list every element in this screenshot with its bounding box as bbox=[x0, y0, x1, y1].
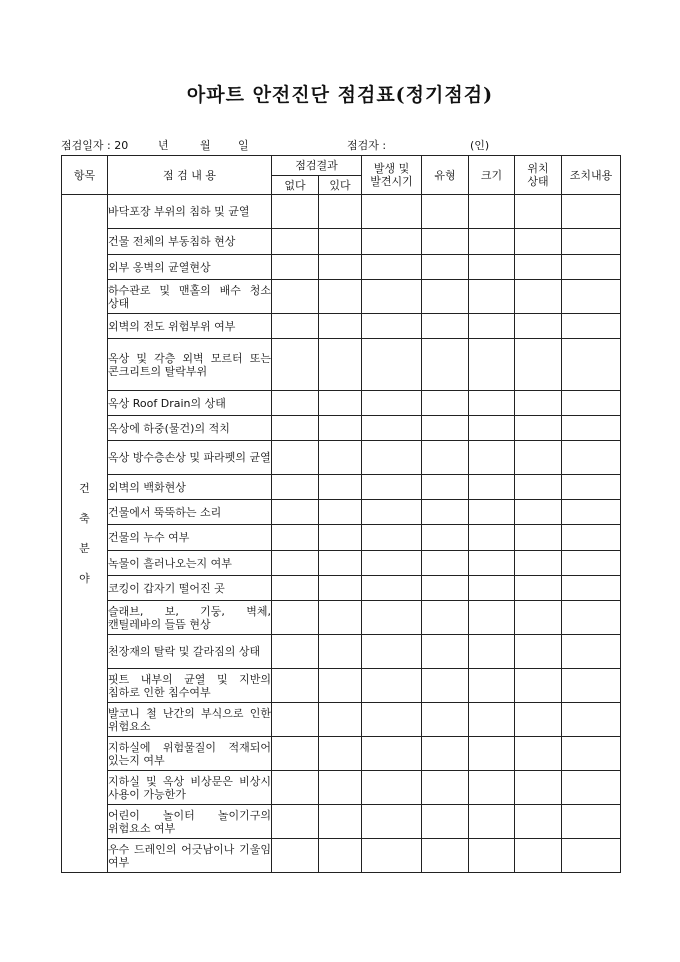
none-cell[interactable] bbox=[272, 339, 319, 391]
header-content: 점 검 내 용 bbox=[108, 156, 272, 195]
exists-cell[interactable] bbox=[319, 771, 362, 805]
exists-cell[interactable] bbox=[319, 737, 362, 771]
type-cell[interactable] bbox=[422, 737, 469, 771]
size-cell[interactable] bbox=[469, 601, 515, 635]
action-cell[interactable] bbox=[562, 771, 621, 805]
table-row bbox=[62, 339, 621, 391]
exists-cell[interactable] bbox=[319, 551, 362, 576]
none-cell[interactable] bbox=[272, 601, 319, 635]
size-cell[interactable] bbox=[469, 635, 515, 669]
exists-cell[interactable] bbox=[319, 703, 362, 737]
inspection-item: 녹물이 흘러나오는지 여부 bbox=[108, 551, 272, 576]
exists-cell[interactable] bbox=[319, 441, 362, 475]
page-title: 아파트 안전진단 점검표(정기점검) bbox=[186, 84, 494, 106]
location-cell[interactable] bbox=[515, 771, 562, 805]
location-cell[interactable] bbox=[515, 839, 562, 873]
exists-cell[interactable] bbox=[319, 339, 362, 391]
header-size: 크기 bbox=[469, 156, 515, 195]
table-row bbox=[62, 416, 621, 441]
occurrence-cell[interactable] bbox=[362, 339, 422, 391]
category-char: 건 bbox=[79, 482, 90, 495]
inspection-item: 외부 옹벽의 균열현상 bbox=[108, 255, 272, 280]
month-label: 월 bbox=[200, 139, 211, 152]
none-cell[interactable] bbox=[272, 475, 319, 500]
table-row bbox=[62, 475, 621, 500]
occurrence-cell[interactable] bbox=[362, 229, 422, 255]
header-location: 위치 상태 bbox=[515, 156, 562, 195]
inspection-item: 옥상 방수층손상 및 파라펫의 균열 bbox=[108, 441, 272, 475]
size-cell[interactable] bbox=[469, 500, 515, 525]
day-label: 일 bbox=[238, 139, 249, 152]
inspection-item: 하수관로 및 맨홀의 배수 청소 상태 bbox=[108, 280, 272, 314]
action-cell[interactable] bbox=[562, 229, 621, 255]
occurrence-cell[interactable] bbox=[362, 391, 422, 416]
size-cell[interactable] bbox=[469, 669, 515, 703]
none-cell[interactable] bbox=[272, 314, 319, 339]
action-cell[interactable] bbox=[562, 441, 621, 475]
year-label: 년 bbox=[158, 139, 169, 152]
location-cell[interactable] bbox=[515, 635, 562, 669]
none-cell[interactable] bbox=[272, 805, 319, 839]
inspection-item: 지하실에 위험물질이 적재되어 있는지 여부 bbox=[108, 737, 272, 771]
size-cell[interactable] bbox=[469, 703, 515, 737]
header-row-1 bbox=[62, 156, 621, 176]
header-occurrence: 발생 및 발견시기 bbox=[362, 156, 422, 195]
size-cell[interactable] bbox=[469, 475, 515, 500]
inspection-item: 외벽의 백화현상 bbox=[108, 475, 272, 500]
inspection-item: 옥상 및 각층 외벽 모르터 또는 콘크리트의 탈락부위 bbox=[108, 339, 272, 391]
table-row bbox=[62, 525, 621, 551]
occurrence-cell[interactable] bbox=[362, 839, 422, 873]
size-cell[interactable] bbox=[469, 280, 515, 314]
header-action: 조치내용 bbox=[562, 156, 621, 195]
header-type: 유형 bbox=[422, 156, 469, 195]
exists-cell[interactable] bbox=[319, 601, 362, 635]
header-category: 항목 bbox=[62, 156, 108, 195]
location-cell[interactable] bbox=[515, 703, 562, 737]
size-cell[interactable] bbox=[469, 195, 515, 229]
table-row bbox=[62, 805, 621, 839]
type-cell[interactable] bbox=[422, 475, 469, 500]
type-cell[interactable] bbox=[422, 441, 469, 475]
location-cell[interactable] bbox=[515, 229, 562, 255]
location-cell[interactable] bbox=[515, 314, 562, 339]
exists-cell[interactable] bbox=[319, 391, 362, 416]
none-cell[interactable] bbox=[272, 839, 319, 873]
occurrence-cell[interactable] bbox=[362, 635, 422, 669]
location-cell[interactable] bbox=[515, 737, 562, 771]
exists-cell[interactable] bbox=[319, 416, 362, 441]
occurrence-cell[interactable] bbox=[362, 576, 422, 601]
type-cell[interactable] bbox=[422, 805, 469, 839]
inspection-item: 건물에서 뚝뚝하는 소리 bbox=[108, 500, 272, 525]
type-cell[interactable] bbox=[422, 551, 469, 576]
table-row bbox=[62, 229, 621, 255]
type-cell[interactable] bbox=[422, 391, 469, 416]
table-row bbox=[62, 391, 621, 416]
header-exists: 있다 bbox=[319, 176, 362, 195]
table-row bbox=[62, 500, 621, 525]
exists-cell[interactable] bbox=[319, 805, 362, 839]
occurrence-cell[interactable] bbox=[362, 195, 422, 229]
location-cell[interactable] bbox=[515, 441, 562, 475]
size-cell[interactable] bbox=[469, 229, 515, 255]
table-row bbox=[62, 551, 621, 576]
table-row bbox=[62, 195, 621, 229]
exists-cell[interactable] bbox=[319, 635, 362, 669]
table-row bbox=[62, 576, 621, 601]
inspection-item: 건물 전체의 부동침하 현상 bbox=[108, 229, 272, 255]
inspection-item: 지하실 및 옥상 비상문은 비상시 사용이 가능한가 bbox=[108, 771, 272, 805]
action-cell[interactable] bbox=[562, 635, 621, 669]
size-cell[interactable] bbox=[469, 314, 515, 339]
location-cell[interactable] bbox=[515, 551, 562, 576]
category-cell bbox=[62, 195, 108, 873]
size-cell[interactable] bbox=[469, 416, 515, 441]
none-cell[interactable] bbox=[272, 737, 319, 771]
size-cell[interactable] bbox=[469, 805, 515, 839]
inspection-item: 천장재의 탈락 및 갈라짐의 상태 bbox=[108, 635, 272, 669]
occurrence-cell[interactable] bbox=[362, 314, 422, 339]
action-cell[interactable] bbox=[562, 737, 621, 771]
action-cell[interactable] bbox=[562, 576, 621, 601]
exists-cell[interactable] bbox=[319, 839, 362, 873]
location-cell[interactable] bbox=[515, 255, 562, 280]
action-cell[interactable] bbox=[562, 391, 621, 416]
action-cell[interactable] bbox=[562, 416, 621, 441]
exists-cell[interactable] bbox=[319, 576, 362, 601]
type-cell[interactable] bbox=[422, 195, 469, 229]
action-cell[interactable] bbox=[562, 839, 621, 873]
type-cell[interactable] bbox=[422, 339, 469, 391]
none-cell[interactable] bbox=[272, 229, 319, 255]
occurrence-cell[interactable] bbox=[362, 280, 422, 314]
action-cell[interactable] bbox=[562, 339, 621, 391]
action-cell[interactable] bbox=[562, 525, 621, 551]
inspection-item: 핏트 내부의 균열 및 지반의 침하로 인한 침수여부 bbox=[108, 669, 272, 703]
occurrence-cell[interactable] bbox=[362, 475, 422, 500]
none-cell[interactable] bbox=[272, 635, 319, 669]
exists-cell[interactable] bbox=[319, 525, 362, 551]
table-row bbox=[62, 314, 621, 339]
location-cell[interactable] bbox=[515, 391, 562, 416]
inspection-table bbox=[61, 155, 621, 873]
action-cell[interactable] bbox=[562, 280, 621, 314]
location-cell[interactable] bbox=[515, 280, 562, 314]
action-cell[interactable] bbox=[562, 703, 621, 737]
occurrence-cell[interactable] bbox=[362, 737, 422, 771]
type-cell[interactable] bbox=[422, 280, 469, 314]
exists-cell[interactable] bbox=[319, 229, 362, 255]
inspection-date-label: 점검일자 : 20 bbox=[61, 139, 129, 152]
none-cell[interactable] bbox=[272, 703, 319, 737]
size-cell[interactable] bbox=[469, 525, 515, 551]
size-cell[interactable] bbox=[469, 391, 515, 416]
type-cell[interactable] bbox=[422, 229, 469, 255]
inspection-item: 발코니 철 난간의 부식으로 인한 위험요소 bbox=[108, 703, 272, 737]
location-cell[interactable] bbox=[515, 669, 562, 703]
inspection-item: 옥상 Roof Drain의 상태 bbox=[108, 391, 272, 416]
type-cell[interactable] bbox=[422, 416, 469, 441]
table-row bbox=[62, 669, 621, 703]
location-cell[interactable] bbox=[515, 601, 562, 635]
action-cell[interactable] bbox=[562, 805, 621, 839]
occurrence-cell[interactable] bbox=[362, 441, 422, 475]
type-cell[interactable] bbox=[422, 500, 469, 525]
occurrence-cell[interactable] bbox=[362, 416, 422, 441]
occurrence-cell[interactable] bbox=[362, 601, 422, 635]
none-cell[interactable] bbox=[272, 771, 319, 805]
none-cell[interactable] bbox=[272, 280, 319, 314]
header-none: 없다 bbox=[272, 176, 319, 195]
size-cell[interactable] bbox=[469, 576, 515, 601]
none-cell[interactable] bbox=[272, 391, 319, 416]
size-cell[interactable] bbox=[469, 441, 515, 475]
type-cell[interactable] bbox=[422, 839, 469, 873]
size-cell[interactable] bbox=[469, 339, 515, 391]
exists-cell[interactable] bbox=[319, 669, 362, 703]
inspection-item: 외벽의 전도 위험부위 여부 bbox=[108, 314, 272, 339]
location-cell[interactable] bbox=[515, 195, 562, 229]
inspection-item: 옥상에 하중(물건)의 적치 bbox=[108, 416, 272, 441]
size-cell[interactable] bbox=[469, 551, 515, 576]
none-cell[interactable] bbox=[272, 255, 319, 280]
type-cell[interactable] bbox=[422, 635, 469, 669]
location-cell[interactable] bbox=[515, 525, 562, 551]
size-cell[interactable] bbox=[469, 839, 515, 873]
type-cell[interactable] bbox=[422, 669, 469, 703]
occurrence-cell[interactable] bbox=[362, 703, 422, 737]
none-cell[interactable] bbox=[272, 441, 319, 475]
exists-cell[interactable] bbox=[319, 195, 362, 229]
exists-cell[interactable] bbox=[319, 280, 362, 314]
type-cell[interactable] bbox=[422, 703, 469, 737]
location-cell[interactable] bbox=[515, 500, 562, 525]
inspection-item: 바닥포장 부위의 침하 및 균열 bbox=[108, 195, 272, 229]
exists-cell[interactable] bbox=[319, 500, 362, 525]
none-cell[interactable] bbox=[272, 500, 319, 525]
occurrence-cell[interactable] bbox=[362, 771, 422, 805]
none-cell[interactable] bbox=[272, 195, 319, 229]
action-cell[interactable] bbox=[562, 475, 621, 500]
type-cell[interactable] bbox=[422, 314, 469, 339]
type-cell[interactable] bbox=[422, 576, 469, 601]
occurrence-cell[interactable] bbox=[362, 255, 422, 280]
occurrence-cell[interactable] bbox=[362, 525, 422, 551]
occurrence-cell[interactable] bbox=[362, 500, 422, 525]
exists-cell[interactable] bbox=[319, 255, 362, 280]
none-cell[interactable] bbox=[272, 576, 319, 601]
table-row bbox=[62, 839, 621, 873]
none-cell[interactable] bbox=[272, 416, 319, 441]
table-row bbox=[62, 601, 621, 635]
action-cell[interactable] bbox=[562, 195, 621, 229]
inspection-item: 우수 드레인의 어긋남이나 기울임 여부 bbox=[108, 839, 272, 873]
inspection-item: 어린이 놀이터 놀이기구의 위험요소 여부 bbox=[108, 805, 272, 839]
inspector-label: 점검자 : bbox=[347, 139, 387, 152]
occurrence-cell[interactable] bbox=[362, 551, 422, 576]
occurrence-cell[interactable] bbox=[362, 805, 422, 839]
category-char: 야 bbox=[79, 572, 90, 585]
location-cell[interactable] bbox=[515, 339, 562, 391]
action-cell[interactable] bbox=[562, 500, 621, 525]
inspection-item: 슬래브, 보, 기둥, 벽체, 캔틸레바의 들뜸 현상 bbox=[108, 601, 272, 635]
occurrence-cell[interactable] bbox=[362, 669, 422, 703]
location-cell[interactable] bbox=[515, 416, 562, 441]
inspection-item: 건물의 누수 여부 bbox=[108, 525, 272, 551]
table-row bbox=[62, 441, 621, 475]
type-cell[interactable] bbox=[422, 771, 469, 805]
action-cell[interactable] bbox=[562, 255, 621, 280]
action-cell[interactable] bbox=[562, 551, 621, 576]
none-cell[interactable] bbox=[272, 551, 319, 576]
action-cell[interactable] bbox=[562, 601, 621, 635]
table-row bbox=[62, 280, 621, 314]
table-row bbox=[62, 255, 621, 280]
table-row bbox=[62, 635, 621, 669]
action-cell[interactable] bbox=[562, 669, 621, 703]
table-row bbox=[62, 703, 621, 737]
header-result: 점검결과 bbox=[272, 156, 362, 176]
type-cell[interactable] bbox=[422, 525, 469, 551]
seal-label: (인) bbox=[470, 139, 490, 152]
exists-cell[interactable] bbox=[319, 314, 362, 339]
category-char: 분 bbox=[79, 542, 90, 555]
none-cell[interactable] bbox=[272, 669, 319, 703]
inspection-item: 코킹이 갑자기 떨어진 곳 bbox=[108, 576, 272, 601]
location-cell[interactable] bbox=[515, 576, 562, 601]
exists-cell[interactable] bbox=[319, 475, 362, 500]
action-cell[interactable] bbox=[562, 314, 621, 339]
table-row bbox=[62, 771, 621, 805]
table-row bbox=[62, 737, 621, 771]
type-cell[interactable] bbox=[422, 601, 469, 635]
category-char: 축 bbox=[79, 512, 90, 525]
size-cell[interactable] bbox=[469, 255, 515, 280]
location-cell[interactable] bbox=[515, 475, 562, 500]
location-cell[interactable] bbox=[515, 805, 562, 839]
size-cell[interactable] bbox=[469, 771, 515, 805]
type-cell[interactable] bbox=[422, 255, 469, 280]
none-cell[interactable] bbox=[272, 525, 319, 551]
size-cell[interactable] bbox=[469, 737, 515, 771]
